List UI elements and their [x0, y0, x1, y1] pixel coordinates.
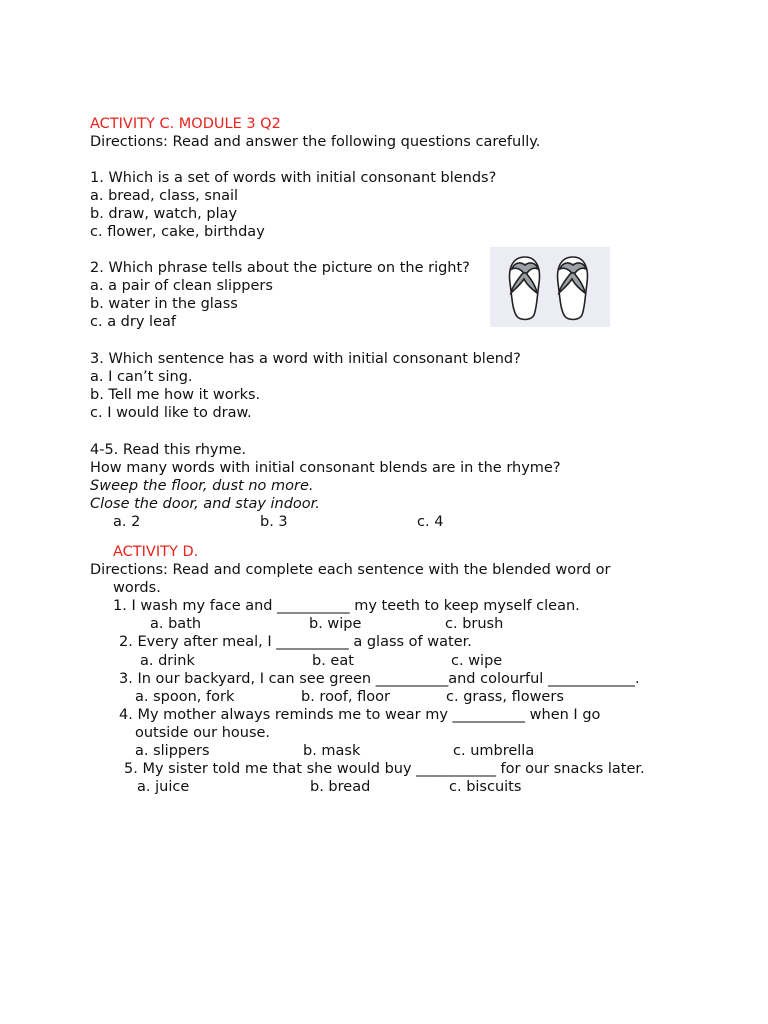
q1-option-b: b. draw, watch, play [90, 206, 238, 222]
activity-d-directions: Directions: Read and complete each sentence with the blended word or [90, 562, 611, 578]
d1-sentence: 1. I wash my face and __________ my teeth to keep myself clean. [113, 598, 580, 614]
d3-sentence: 3. In our backyard, I can see green __________and colourful ____________. [119, 671, 640, 687]
q45-question: How many words with initial consonant blends are in the rhyme? [90, 460, 561, 476]
q1-option-c: c. flower, cake, birthday [90, 224, 265, 240]
activity-d-directions-cont: words. [113, 580, 161, 596]
q45-intro: 4-5. Read this rhyme. [90, 442, 247, 458]
slippers-picture [490, 247, 610, 327]
d4-option-c: c. umbrella [453, 743, 535, 759]
d5-sentence: 5. My sister told me that she would buy ___________ for our snacks later. [124, 761, 645, 777]
q2-option-b: b. water in the glass [90, 296, 238, 312]
q1-question: 1. Which is a set of words with initial consonant blends? [90, 170, 497, 186]
q45-option-c: c. 4 [417, 514, 444, 530]
activity-d-title: ACTIVITY D. [113, 544, 199, 560]
d1-option-c: c. brush [445, 616, 504, 632]
rhyme-line-2: Close the door, and stay indoor. [90, 496, 320, 512]
d5-option-b: b. bread [310, 779, 371, 795]
rhyme-line-1: Sweep the floor, dust no more. [90, 478, 314, 494]
d1-option-b: b. wipe [309, 616, 362, 632]
d2-sentence: 2. Every after meal, I __________ a glass of water. [119, 634, 472, 650]
q3-option-c: c. I would like to draw. [90, 405, 252, 421]
d3-option-c: c. grass, flowers [446, 689, 564, 705]
q2-option-c: c. a dry leaf [90, 314, 176, 330]
d2-option-b: b. eat [312, 653, 354, 669]
activity-c-directions: Directions: Read and answer the following questions carefully. [90, 134, 541, 150]
d5-option-a: a. juice [137, 779, 190, 795]
q3-option-b: b. Tell me how it works. [90, 387, 261, 403]
d1-option-a: a. bath [150, 616, 202, 632]
q3-option-a: a. I can’t sing. [90, 369, 193, 385]
d4-option-a: a. slippers [135, 743, 210, 759]
d2-option-c: c. wipe [451, 653, 503, 669]
q45-option-b: b. 3 [260, 514, 288, 530]
q3-question: 3. Which sentence has a word with initial consonant blend? [90, 351, 521, 367]
activity-c-title: ACTIVITY C. MODULE 3 Q2 [90, 116, 281, 132]
d5-option-c: c. biscuits [449, 779, 522, 795]
d3-option-a: a. spoon, fork [135, 689, 235, 705]
q1-option-a: a. bread, class, snail [90, 188, 239, 204]
slippers-icon [490, 247, 610, 327]
d4-sentence: 4. My mother always reminds me to wear my __________ when I go [119, 707, 601, 723]
d4-sentence-cont: outside our house. [135, 725, 271, 741]
q2-option-a: a. a pair of clean slippers [90, 278, 273, 294]
q45-option-a: a. 2 [113, 514, 141, 530]
q2-question: 2. Which phrase tells about the picture on the right? [90, 260, 470, 276]
d4-option-b: b. mask [303, 743, 361, 759]
d3-option-b: b. roof, floor [301, 689, 390, 705]
d2-option-a: a. drink [140, 653, 195, 669]
